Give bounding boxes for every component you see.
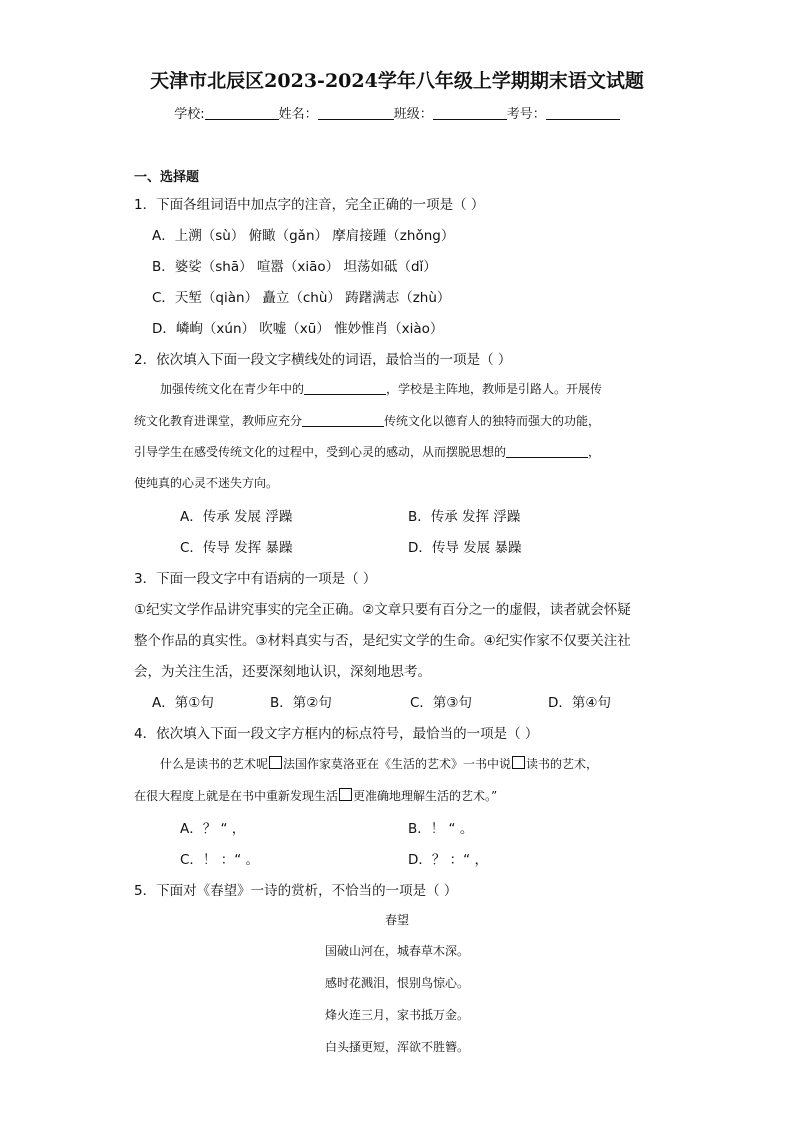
q4-option-c[interactable]: C．！ ：“ 。: [180, 852, 260, 868]
q3-option-b[interactable]: B．第②句: [270, 695, 332, 711]
q1-option-d[interactable]: D．嶙峋（xún） 吹嘘（xū） 惟妙惟肖（xiào）: [152, 321, 444, 337]
q2-option-a[interactable]: A．传承 发展 浮躁: [180, 509, 293, 525]
q2-passage-line-2: [134, 412, 600, 429]
number-label: 考号：: [506, 107, 546, 122]
q2-text: 引导学生在感受传统文化的过程中，受到心灵的感动，从而摆脱思想的: [134, 445, 507, 459]
q2-passage-line-3: [134, 443, 600, 460]
q1-stem: 1．下面各组词语中加点字的注音，完全正确的一项是（ ）: [134, 197, 485, 213]
q3-passage-line-1: ①纪实文学作品讲究事实的完全正确。②文章只要有百分之一的虚假，读者就会怀疑: [134, 602, 631, 618]
class-label: 班级：: [393, 107, 433, 122]
q4-passage-line-2: [134, 787, 497, 804]
poem-title: 春望: [384, 913, 409, 927]
q4-option-d[interactable]: D．？ ：“ ，: [408, 852, 488, 868]
q3-passage-line-2: 整个作品的真实性。③材料真实与否，是纪实文学的生命。④纪实作家不仅要关注社: [134, 633, 631, 649]
q3-option-d[interactable]: D．第④句: [548, 695, 611, 711]
q4-passage-line-1: [160, 755, 598, 772]
q2-stem: 2．依次填入下面一段文字横线处的词语，最恰当的一项是（ ）: [134, 352, 512, 368]
poem-line: 白头搔更短，浑欲不胜簪。: [324, 1040, 469, 1054]
poem-line: 感时花溅泪，恨别鸟惊心。: [324, 976, 469, 990]
student-info-line: [0, 103, 794, 122]
q4-text: 更准确地理解生活的艺术。”: [353, 789, 498, 803]
q1-option-b[interactable]: B．婆娑（shā） 喧嚣（xiāo） 坦荡如砥（dǐ）: [152, 259, 437, 275]
q2-option-d[interactable]: D．传导 发展 暴躁: [408, 540, 522, 556]
q1-option-a[interactable]: A．上溯（sù） 俯瞰（gǎn） 摩肩接踵（zhǒng）: [152, 228, 455, 244]
q3-option-c[interactable]: C．第③句: [410, 695, 473, 711]
q2-passage-line-1: [160, 380, 602, 397]
q4-text: 在很大程度上就是在书中重新发现生活: [134, 789, 339, 803]
q2-blank-1: [304, 382, 386, 395]
q3-option-a[interactable]: A．第①句: [152, 695, 214, 711]
q5-stem: 5．下面对《春望》一诗的赏析，不恰当的一项是（ ）: [134, 883, 458, 899]
name-blank[interactable]: [318, 105, 394, 120]
q2-option-b[interactable]: B．传承 发挥 浮躁: [408, 509, 521, 525]
q4-box-2: [512, 756, 525, 769]
q4-box-3: [339, 788, 352, 801]
q2-option-c[interactable]: C．传导 发挥 暴躁: [180, 540, 293, 556]
class-blank[interactable]: [433, 105, 507, 120]
poem-line: 国破山河在，城春草木深。: [324, 944, 469, 958]
q2-text: 传统文化以德育人的独特而强大的功能，: [384, 414, 601, 428]
name-label: 姓名：: [278, 107, 318, 122]
q2-text: 统文化教育进课堂，教师应充分: [134, 414, 303, 428]
q2-text: ，学校是主阵地，教师是引路人。开展传: [386, 382, 603, 396]
q4-text: 读书的艺术，: [526, 757, 599, 771]
q4-stem: 4．依次填入下面一段文字方框内的标点符号，最恰当的一项是（ ）: [134, 726, 539, 742]
q4-box-1: [269, 756, 282, 769]
number-blank[interactable]: [546, 105, 620, 120]
q2-blank-3: [506, 445, 588, 458]
q4-text: 法国作家莫洛亚在《生活的艺术》一书中说: [283, 757, 512, 771]
q1-option-c[interactable]: C．天堑（qiàn） 矗立（chù） 踌躇满志（zhù）: [152, 290, 451, 306]
q3-passage-line-3: 会，为关注生活，还要深刻地认识，深刻地思考。: [134, 664, 431, 680]
poem-line: 烽火连三月，家书抵万金。: [324, 1008, 469, 1022]
q3-stem: 3．下面一段文字中有语病的一项是（ ）: [134, 571, 377, 587]
school-label: 学校:: [174, 107, 205, 122]
page-title: 天津市北辰区2023-2024学年八年级上学期期末语文试题: [150, 70, 644, 92]
q4-option-b[interactable]: B．！ “ 。: [408, 821, 474, 837]
q2-blank-2: [302, 414, 384, 427]
q4-text: 什么是读书的艺术呢: [160, 757, 269, 771]
school-blank[interactable]: [205, 105, 279, 120]
q2-text: 加强传统文化在青少年中的: [160, 382, 305, 396]
q2-text: ，: [588, 445, 601, 459]
q4-option-a[interactable]: A．？ “ ，: [180, 821, 246, 837]
section-heading: 一、选择题: [134, 170, 200, 185]
q2-passage-line-4: 使纯真的心灵不迷失方向。: [134, 476, 279, 490]
